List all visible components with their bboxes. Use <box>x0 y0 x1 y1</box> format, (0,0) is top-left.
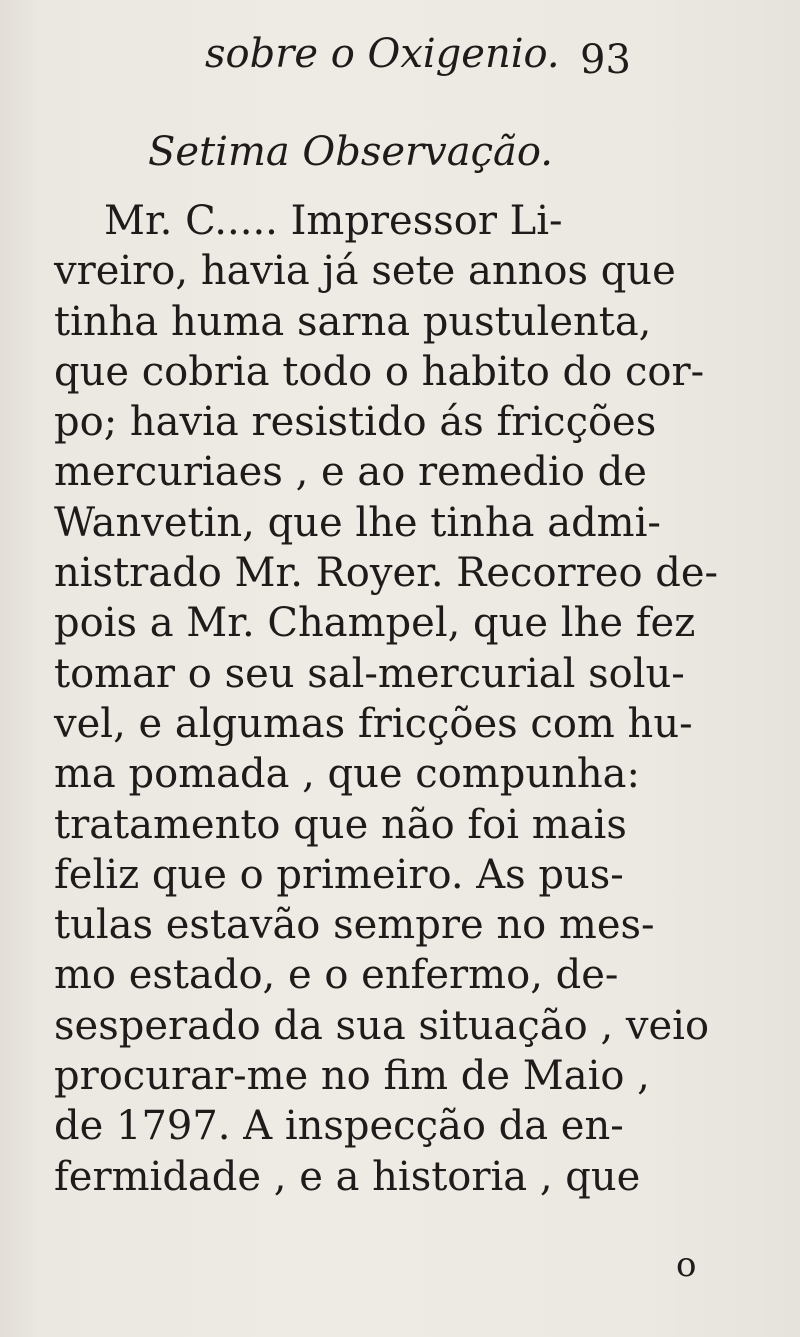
text-line: tomar o seu sal-mercurial solu- <box>54 650 685 697</box>
text-line: tulas estavão sempre no mes- <box>54 902 655 949</box>
catchword: o <box>676 1245 697 1285</box>
text-line: sesperado da sua situação , veio <box>54 1002 710 1049</box>
text-line: po; havia resistido ás fricções <box>54 399 657 446</box>
text-line: que cobria todo o habito do cor- <box>54 348 705 395</box>
text-line: pois a Mr. Champel, que lhe fez <box>54 600 696 647</box>
text-line: mercuriaes , e ao remedio de <box>54 449 647 496</box>
text-line: feliz que o primeiro. As pus- <box>54 851 624 898</box>
running-head <box>0 28 800 88</box>
page-number: 93 <box>580 37 631 83</box>
text-line: vreiro, havia já sete annos que <box>54 248 676 295</box>
text-line: tratamento que não foi mais <box>54 801 627 848</box>
text-line: de 1797. A inspecção da en- <box>54 1103 624 1150</box>
text-line: Mr. C..... Impressor Li- <box>104 198 563 244</box>
text-line: nistrado Mr. Royer. Recorreo de- <box>54 550 719 597</box>
body-text <box>54 196 754 1202</box>
text-line: Wanvetin, que lhe tinha admi- <box>54 499 661 546</box>
running-title: sobre o Oxigenio. <box>205 31 560 77</box>
text-line: procurar-me no fim de Maio , <box>54 1053 650 1100</box>
section-heading: Setima Observação. <box>148 129 553 175</box>
text-line: vel, e algumas fricções com hu- <box>54 700 693 747</box>
text-line: mo estado, e o enfermo, de- <box>54 952 619 999</box>
text-line: ma pomada , que compunha: <box>54 751 640 798</box>
text-line: fermidade , e a historia , que <box>54 1153 641 1200</box>
text-line: tinha huma sarna pustulenta, <box>54 298 652 345</box>
